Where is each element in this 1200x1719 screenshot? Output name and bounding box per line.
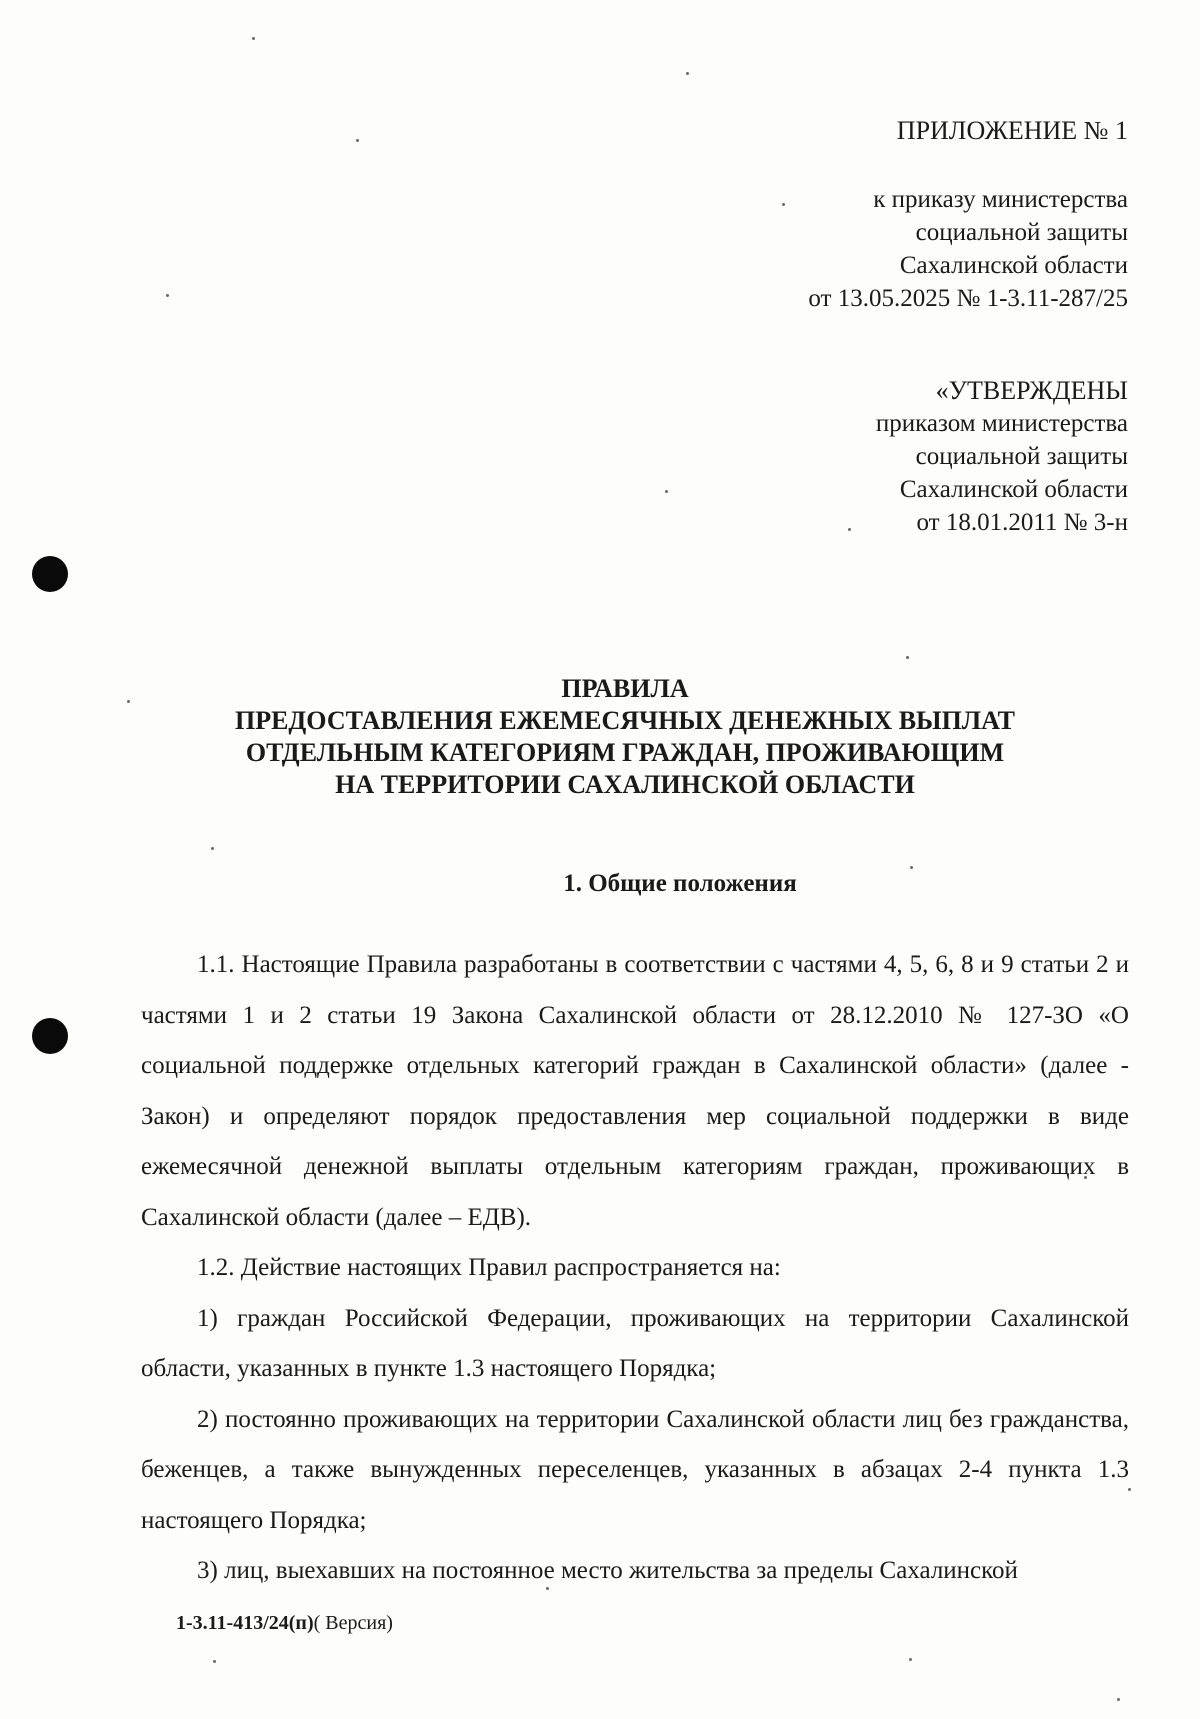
paragraph: 1) граждан Российской Федерации, проживающих на территории Сахалинской области, указанных в пункте 1.3 настоящего Порядка;	[141, 1304, 1129, 1382]
scan-speck	[782, 203, 785, 206]
scan-speck	[906, 656, 909, 659]
scan-speck	[910, 866, 913, 869]
punch-hole	[32, 1018, 68, 1054]
title-line: ПРЕДОСТАВЛЕНИЯ ЕЖЕМЕСЯЧНЫХ ДЕНЕЖНЫХ ВЫПЛАТ	[234, 706, 1016, 735]
approved-line: приказом министерства	[875, 410, 1128, 437]
scan-speck	[211, 847, 214, 850]
scan-speck	[356, 139, 359, 142]
document-code	[176, 1612, 393, 1635]
scan-speck	[909, 1658, 912, 1661]
section-heading: 1. Общие положения	[563, 870, 797, 897]
order-line: Сахалинской области	[899, 252, 1128, 279]
approved-line: от 18.01.2011 № 3-н	[916, 509, 1128, 536]
order-line: от 13.05.2025 № 1-3.11-287/25	[808, 285, 1128, 312]
document-code-version: ( Версия)	[313, 1612, 393, 1634]
scan-speck	[848, 528, 851, 531]
paragraph: 1.2. Действие настоящих Правил распространяется на:	[197, 1254, 781, 1281]
punch-hole	[32, 556, 68, 592]
title-line: НА ТЕРРИТОРИИ САХАЛИНСКОЙ ОБЛАСТИ	[335, 770, 915, 799]
scan-speck	[665, 490, 668, 493]
paragraph: 1.1. Настоящие Правила разработаны в соответствии с частями 4, 5, 6, 8 и 9 статьи 2 и частями 1 и 2 статьи 19 Закона Сахалинской области от 28.12.2010 № 127-ЗО «О социальной поддержке отдельных категорий граждан в Сахалинской области» (далее - Закон) и определяют порядок предоставления мер социальной поддержки в виде ежемесячной денежной выплаты отдельным категориям граждан, проживающих в Сахалинской области (далее – ЕДВ).	[141, 951, 1129, 1231]
order-line: социальной защиты	[915, 219, 1128, 246]
paragraph: 2) постоянно проживающих на территории Сахалинской области лиц без гражданства, беженцев, а также вынужденных переселенцев, указанных в абзацах 2-4 пункта 1.3 настоящего Порядка;	[141, 1405, 1129, 1534]
approved-line: Сахалинской области	[899, 476, 1128, 503]
document-title	[100, 673, 1150, 801]
scan-speck	[1117, 1698, 1120, 1701]
approved-line: социальной защиты	[915, 443, 1128, 470]
title-line: ОТДЕЛЬНЫМ КАТЕГОРИЯМ ГРАЖДАН, ПРОЖИВАЮЩИМ	[245, 738, 1005, 767]
approval-stamp-text	[876, 374, 1128, 539]
title-line: ПРАВИЛА	[561, 674, 689, 703]
section-body	[141, 940, 1129, 1597]
approved-line: «УТВЕРЖДЕНЫ	[935, 376, 1128, 405]
scan-speck	[252, 37, 255, 40]
order-reference	[808, 183, 1128, 315]
paragraph: 3) лиц, выехавших на постоянное место жительства за пределы Сахалинской	[197, 1557, 1018, 1584]
order-line: к приказу министерства	[873, 186, 1128, 213]
scan-speck	[213, 1660, 216, 1663]
scan-speck	[686, 72, 689, 75]
appendix-label: ПРИЛОЖЕНИЕ № 1	[896, 116, 1128, 145]
document-code-number: 1-3.11-413/24(п)	[176, 1612, 314, 1634]
scan-speck	[166, 294, 169, 297]
